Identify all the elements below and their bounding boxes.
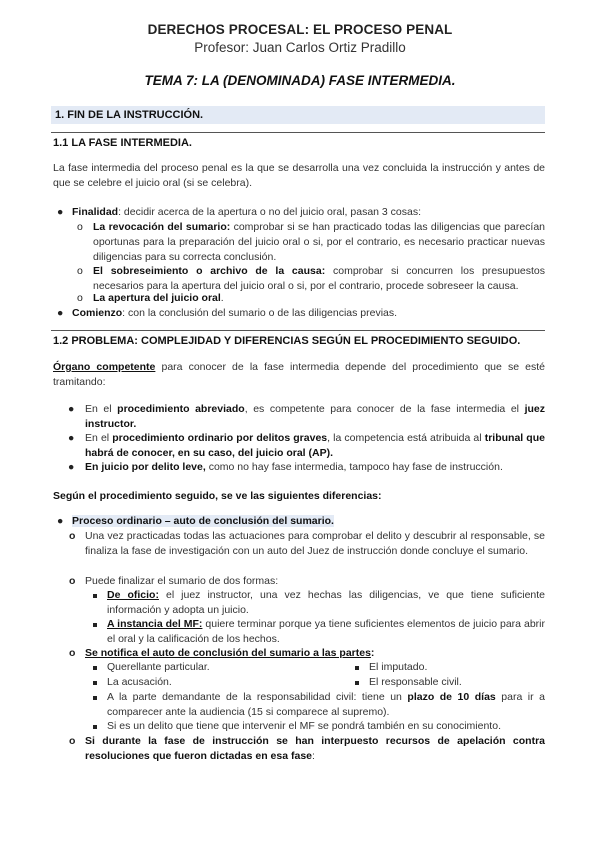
ordinary-item-2: Puede finalizar el sumario de dos formas: [85, 575, 279, 587]
bullet-dot-icon: ● [68, 403, 75, 415]
bullet-square-icon [93, 696, 97, 700]
mf-notice-item: Si es un delito que tiene que intervenir el MF se pondrá también en su conocimiento. [107, 720, 501, 732]
comienzo-item: Comienzo: con la conclusión del sumario o de las diligencias previas. [72, 307, 398, 319]
section-heading: 1. FIN DE LA INSTRUCCIÓN. [51, 106, 545, 124]
differences-intro: Según el procedimiento seguido, se ve las siguientes diferencias: [53, 490, 382, 502]
bullet-circle-icon: o [77, 265, 83, 277]
topic-title: TEMA 7: LA (DENOMINADA) FASE INTERMEDIA. [144, 73, 456, 88]
divider [51, 132, 545, 133]
bullet-square-icon [355, 666, 359, 670]
ordinary-process-heading: Proceso ordinario – auto de conclusión del sumario. [72, 515, 334, 527]
ordinary-item-3: Se notifica el auto de conclusión del sumario a las partes: [85, 647, 375, 659]
bullet-dot-icon: ● [57, 307, 64, 319]
party-item: El imputado. [369, 661, 428, 673]
bullet-circle-icon: o [77, 221, 83, 233]
ex-officio-item: De oficio: el juez instructor, una vez hechas las diligencias, ve que tiene suficiente información y adopta un juicio. [107, 589, 546, 616]
ordinary-item-1: Una vez practicadas todas las actuaciones para comprobar el delito y descubrir al responsable, se finaliza la fase de investigación con un auto del Juez de instrucción donde concluye el sumario. [85, 530, 545, 557]
competence-minor-offence: En juicio por delito leve, como no hay fase intermedia, tampoco hay fase de instrucción. [85, 461, 503, 473]
bullet-circle-icon: o [69, 647, 76, 659]
competence-abbreviated: En el procedimiento abreviado, es competente para conocer de la fase intermedia el juez instructor. [85, 403, 545, 430]
bullet-square-icon [93, 725, 97, 729]
bullet-dot-icon: ● [57, 206, 64, 218]
mf-instance-item: A instancia del MF: quiere terminar porque ya tiene suficientes elementos de juicio para abrir el oral y la calificación de los hechos. [107, 618, 545, 645]
trial-opening-item: La apertura del juicio oral. [93, 292, 224, 304]
dismissal-item: El sobreseimiento o archivo de la causa: comprobar si concurren los presupuestos necesarios para la apertura del juicio oral o si, por el contrario, procede sobreseer la causa. [93, 265, 546, 292]
bullet-dot-icon: ● [57, 515, 64, 527]
bullet-circle-icon: o [77, 292, 83, 304]
bullet-square-icon [355, 681, 359, 685]
subsection-heading-1-1: 1.1 LA FASE INTERMEDIA. [53, 137, 192, 149]
bullet-square-icon [93, 666, 97, 670]
bullet-circle-icon: o [69, 735, 76, 747]
party-item: La acusación. [107, 676, 172, 688]
bullet-square-icon [93, 681, 97, 685]
party-item: Querellante particular. [107, 661, 210, 673]
course-title: DERECHOS PROCESAL: EL PROCESO PENAL [147, 22, 453, 37]
professor-name: Profesor: Juan Carlos Ortiz Pradillo [194, 40, 406, 55]
revocation-item: La revocación del sumario: comprobar si se han practicado todas las diligencias que parecían oportunas para la preparación del juicio oral o si, por el contrario, es necesario practicar nuevas diligencias para su correcta conclusión. [93, 221, 546, 263]
ordinary-item-4: Si durante la fase de instrucción se han interpuesto recursos de apelación contra resoluciones que fueron dictadas en esa fase: [85, 735, 545, 762]
divider [51, 330, 545, 331]
party-item: El responsable civil. [369, 676, 462, 688]
subsection-heading-1-2: 1.2 PROBLEMA: COMPLEJIDAD Y DIFERENCIAS SEGÚN EL PROCEDIMIENTO SEGUIDO. [53, 335, 521, 347]
competence-ordinary: En el procedimiento ordinario por delitos graves, la competencia está atribuida al tribunal que habrá de conocer, en su caso, del juicio oral (AP). [85, 432, 545, 459]
intro-paragraph: La fase intermedia del proceso penal es la que se desarrolla una vez concluida la instrucción y antes de que se celebre el juicio oral (si se celebra). [53, 162, 545, 189]
bullet-dot-icon: ● [68, 461, 75, 473]
bullet-circle-icon: o [69, 530, 76, 542]
bullet-square-icon [93, 594, 97, 598]
civil-party-item: A la parte demandante de la responsabilidad civil: tiene un plazo de 10 días para ir a comparecer ante la audiencia (15 si comparece al supremo). [107, 691, 545, 718]
finalidad-item: Finalidad: decidir acerca de la apertura o no del juicio oral, pasan 3 cosas: [72, 206, 422, 218]
bullet-dot-icon: ● [68, 432, 75, 444]
bullet-square-icon [93, 623, 97, 627]
bullet-circle-icon: o [69, 575, 76, 587]
organo-paragraph: Órgano competente para conocer de la fase intermedia depende del procedimiento que se esté tramitando: [53, 361, 545, 388]
